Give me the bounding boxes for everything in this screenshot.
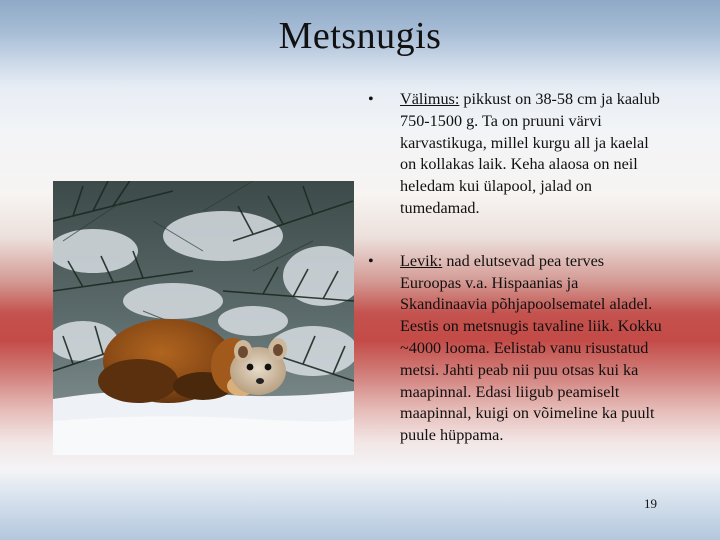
- bullet-dot: •: [368, 90, 374, 108]
- bullet-text: pikkust on 38-58 cm ja kaalub 750-1500 g. Ta on pruuni värvi karvastikuga, millel kurgu all ja kaelal on kollakas laik. Keha alaosa on neil heledam kui ülapool, jalad on tumedamad.: [400, 90, 660, 217]
- bullet-dot: •: [368, 251, 374, 270]
- bullet-text: nad elutsevad pea terves Euroopas v.a. Hispaanias ja Skandinaavia põhjapoolsematel aladel. Eestis on metsnugis tavaline liik. Kokku ~4000 looma. Eelistab vanu risustatud metsi. Jahti peab nii puu otsas kui ka maapinnal. Edasi liigub peamiselt maapinnal, kuigi on võimeline ka puult puule hüppama.: [400, 251, 662, 445]
- bullet-distribution: [368, 251, 668, 447]
- bullet-label: Välimus:: [400, 90, 460, 108]
- page-number: 19: [644, 496, 657, 511]
- bullet-appearance: [368, 89, 668, 220]
- pine-marten-photo: [53, 181, 354, 455]
- bullet-list: [368, 89, 668, 478]
- slide-title: Metsnugis: [278, 15, 442, 57]
- bullet-label: Levik:: [400, 251, 443, 270]
